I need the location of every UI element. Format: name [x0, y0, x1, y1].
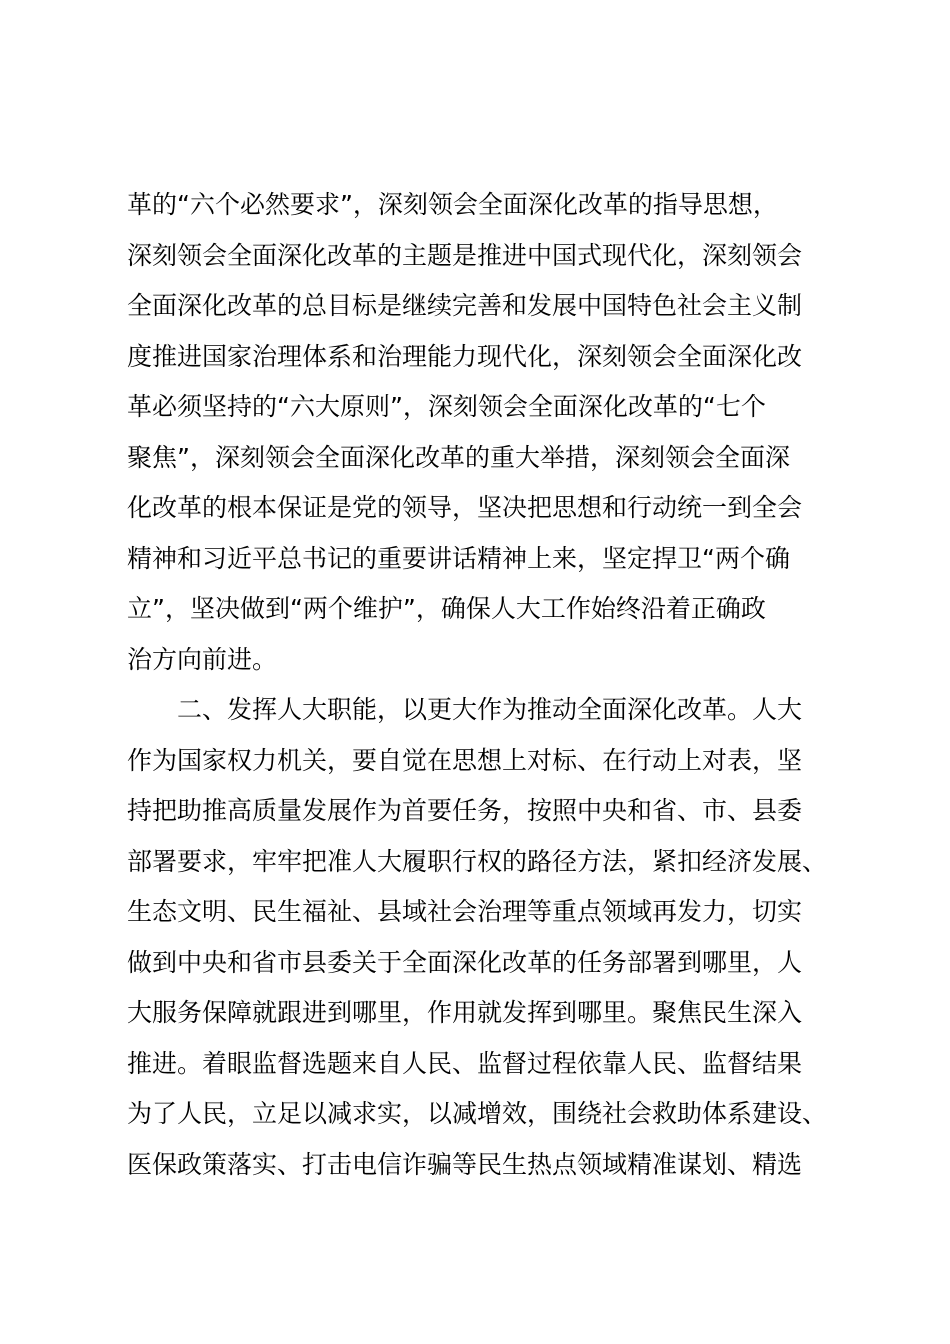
- text-line-9: 立”，坚决做到“两个维护”，确保人大工作始终沿着正确政: [127, 594, 766, 623]
- text-line-4: 度推进国家治理体系和治理能力现代化，深刻领会全面深化改: [127, 341, 803, 371]
- text-line-14: 部署要求，牢牢把准人大履职行权的路径方法，紧扣经济发展、: [127, 846, 828, 876]
- section-heading-line: 二、发挥人大职能，以更大作为推动全面深化改革。人大: [177, 695, 803, 724]
- text-line-5: 革必须坚持的“六大原则”，深刻领会全面深化改革的“七个: [127, 392, 766, 421]
- text-line-20: 医保政策落实、打击电信诈骗等民生热点领域精准谋划、精选: [127, 1149, 803, 1179]
- text-line-16: 做到中央和省市县委关于全面深化改革的任务部署到哪里，人: [127, 947, 803, 977]
- text-line-7: 化改革的根本保证是党的领导，坚决把思想和行动统一到全会: [127, 493, 803, 522]
- text-line-13: 持把助推高质量发展作为首要任务，按照中央和省、市、县委: [127, 796, 803, 825]
- text-line-1: 革的“六个必然要求”，深刻领会全面深化改革的指导思想，: [127, 190, 778, 219]
- text-line-15: 生态文明、民生福祉、县域社会治理等重点领域再发力，切实: [127, 897, 803, 926]
- text-line-10: 治方向前进。: [127, 644, 278, 674]
- text-line-18: 推进。着眼监督选题来自人民、监督过程依靠人民、监督结果: [127, 1048, 803, 1078]
- text-line-8: 精神和习近平总书记的重要讲话精神上来，坚定捍卫“两个确: [127, 543, 790, 573]
- body-text: [127, 180, 847, 1190]
- text-line-17: 大服务保障就跟进到哪里，作用就发挥到哪里。聚焦民生深入: [127, 998, 803, 1027]
- text-line-12: 作为国家权力机关，要自觉在思想上对标、在行动上对表，坚: [127, 745, 803, 775]
- text-line-6: 聚焦”，深刻领会全面深化改革的重大举措，深刻领会全面深: [127, 442, 790, 472]
- text-line-19: 为了人民，立足以减求实，以减增效，围绕社会救助体系建设、: [127, 1099, 828, 1128]
- text-line-2: 深刻领会全面深化改革的主题是推进中国式现代化，深刻领会: [127, 240, 803, 270]
- text-line-3: 全面深化改革的总目标是继续完善和发展中国特色社会主义制: [127, 291, 803, 320]
